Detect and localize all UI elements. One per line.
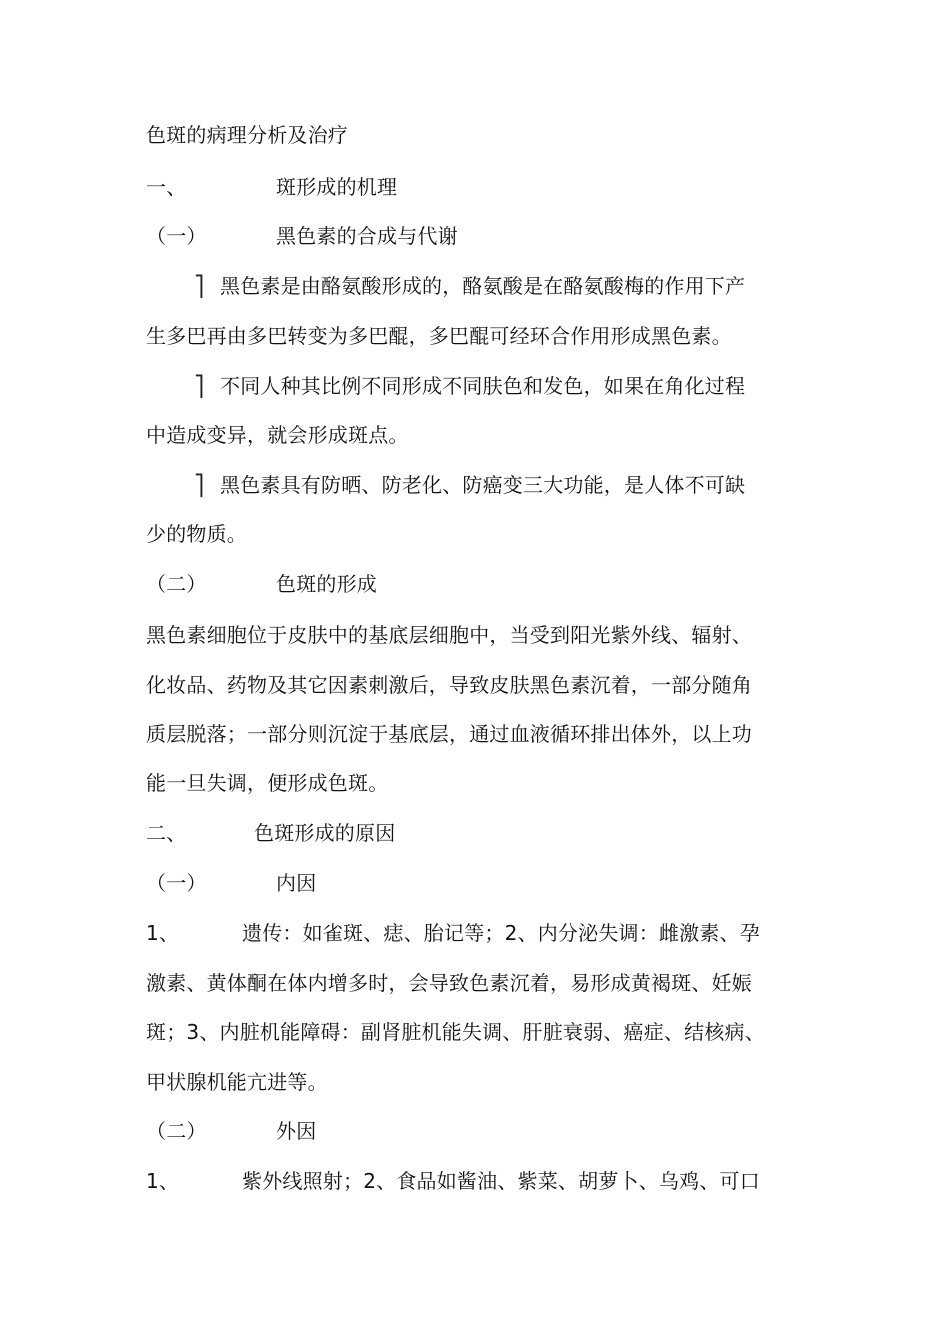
subsection-heading-1-1: [146, 223, 810, 249]
subsection-title: 黑色素的合成与代谢: [276, 224, 458, 248]
paragraph-1-line-1: 黑色素细胞位于皮肤中的基底层细胞中，当受到阳光紫外线、辐射、: [146, 623, 752, 647]
paragraph-2-line-3: 斑；3、内脏机能障碍：副肾脏机能失调、肝脏衰弱、癌症、结核病、: [146, 1020, 765, 1044]
bullet-mark-icon: ⎤: [194, 374, 205, 398]
paragraph-1-line-4: 能一旦失调，便形成色斑。: [146, 771, 389, 795]
bullet-item-1-line-1: [194, 273, 810, 299]
section-heading-2: [146, 820, 810, 846]
bullet-text: 黑色素是由酪氨酸形成的，酪氨酸是在酪氨酸梅的作用下产: [220, 274, 746, 298]
paragraph-3-line-1: [146, 1168, 810, 1194]
section-title: 色斑形成的原因: [254, 821, 396, 845]
paragraph-1-line-2: 化妆品、药物及其它因素刺激后，导致皮肤黑色素沉着，一部分随角: [146, 673, 752, 697]
section-title: 斑形成的机理: [276, 175, 398, 199]
paragraph-2-line-2: 激素、黄体酮在体内增多时，会导致色素沉着，易形成黄褐斑、妊娠: [146, 971, 752, 995]
subsection-number: （一）: [146, 871, 207, 895]
subsection-title: 色斑的形成: [276, 572, 377, 596]
paragraph-2-line-4: 甲状腺机能亢进等。: [146, 1070, 328, 1094]
subsection-title: 外因: [276, 1119, 317, 1143]
bullet-mark-icon: ⎤: [194, 274, 205, 298]
section-number: 一、: [146, 175, 187, 199]
bullet-text: 不同人种其比例不同形成不同肤色和发色，如果在角化过程: [220, 374, 746, 398]
list-number: 1、: [146, 921, 180, 945]
paragraph-1-line-3: 质层脱落；一部分则沉淀于基底层，通过血液循环排出体外，以上功: [146, 722, 752, 746]
subsection-number: （二）: [146, 572, 207, 596]
bullet-item-1-line-2: 生多巴再由多巴转变为多巴醌，多巴醌可经环合作用形成黑色素。: [146, 324, 732, 348]
paragraph-2-line-1: [146, 920, 810, 946]
bullet-item-2-line-1: [194, 373, 810, 399]
subsection-number: （二）: [146, 1119, 207, 1143]
section-number: 二、: [146, 821, 187, 845]
list-number: 1、: [146, 1169, 180, 1193]
subsection-title: 内因: [276, 871, 317, 895]
bullet-mark-icon: ⎤: [194, 473, 205, 497]
bullet-item-3-line-1: [194, 472, 810, 498]
paragraph-text: 遗传：如雀斑、痣、胎记等；2、内分泌失调：雌激素、孕: [242, 921, 760, 945]
subsection-heading-2-2: [146, 1118, 810, 1144]
bullet-text: 黑色素具有防晒、防老化、防癌变三大功能，是人体不可缺: [220, 473, 746, 497]
bullet-item-3-line-2: 少的物质。: [146, 522, 247, 546]
bullet-item-2-line-2: 中造成变异，就会形成斑点。: [146, 423, 409, 447]
section-heading-1: [146, 174, 810, 200]
document-title: 色斑的病理分析及治疗: [146, 123, 348, 147]
paragraph-text: 紫外线照射；2、食品如酱油、紫菜、胡萝卜、乌鸡、可口: [242, 1169, 760, 1193]
subsection-heading-1-2: [146, 571, 810, 597]
subsection-heading-2-1: [146, 870, 810, 896]
subsection-number: （一）: [146, 224, 207, 248]
